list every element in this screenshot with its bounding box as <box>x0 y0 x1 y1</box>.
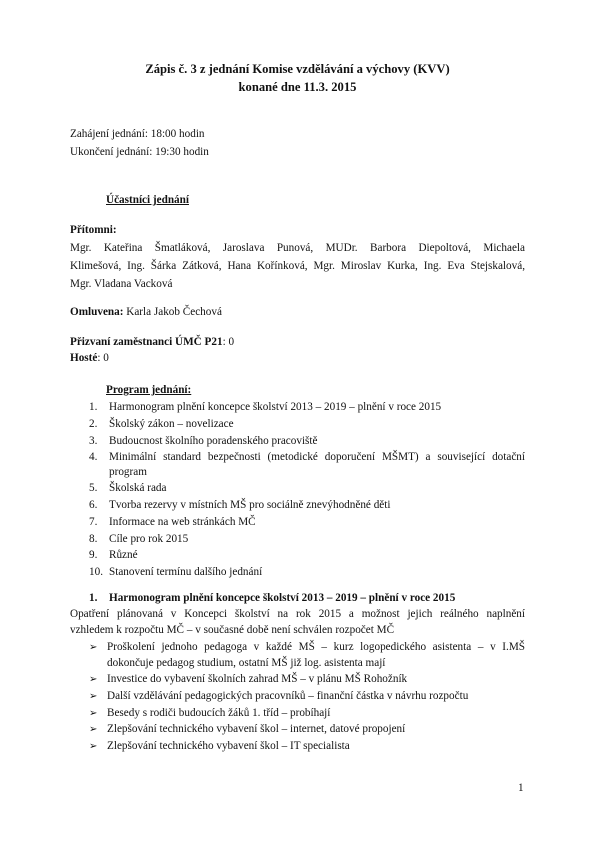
arrow-bullet-icon: ➢ <box>89 642 98 653</box>
program-item: 9. Různé <box>89 549 138 561</box>
excused-value: Karla Jakob Čechová <box>123 306 222 318</box>
guests-value: : 0 <box>97 352 109 364</box>
arrow-bullet-icon: ➢ <box>89 674 98 685</box>
section-1-heading: 1. Harmonogram plnění koncepce školství 2013 – 2019 – plnění v roce 2015 <box>89 592 456 604</box>
invited-value: : 0 <box>222 336 235 348</box>
program-item: 6. Tvorba rezervy v místních MŠ pro sociálně znevýhodněné děti <box>89 499 391 511</box>
program-item: 8. Cíle pro rok 2015 <box>89 533 189 545</box>
bullet-item-text: Proškolení jednoho pedagoga v každé MŠ – kurz logopedického asistenta – v I.MŠ <box>107 641 525 653</box>
bullet-item <box>89 641 107 653</box>
arrow-bullet-icon: ➢ <box>89 691 98 702</box>
invited-row <box>70 336 234 348</box>
program-item: 2. Školský zákon – novelizace <box>89 418 234 430</box>
guests-label: Hosté <box>70 352 98 364</box>
program-heading: Program jednání: <box>106 384 192 396</box>
present-label: Přítomni: <box>70 224 117 236</box>
program-item-text-cont: program <box>109 466 147 478</box>
invited-label: Přizvaní zaměstnanci ÚMČ P21 <box>70 336 223 348</box>
page-number: 1 <box>518 782 524 794</box>
program-item: 7. Informace na web stránkách MČ <box>89 516 256 528</box>
meeting-start-time: Zahájení jednání: 18:00 hodin <box>70 128 205 140</box>
present-line-3: Mgr. Vladana Vacková <box>70 278 173 290</box>
guests-row <box>70 352 109 364</box>
bullet-item: ➢ Zlepšování technického vybavení škol – internet, datové propojení <box>89 723 406 735</box>
program-item: 1. Harmonogram plnění koncepce školství 2013 – 2019 – plnění v roce 2015 <box>89 401 442 413</box>
program-item-text: Minimální standard bezpečnosti (metodické doporučení MŠMT) a související dotační <box>109 451 525 463</box>
meeting-end-time: Ukončení jednání: 19:30 hodin <box>70 146 209 158</box>
program-item: 3. Budoucnost školního poradenského pracoviště <box>89 435 318 447</box>
section-1-paragraph-line-2: vzhledem k rozpočtu MČ – v současné době není schválen rozpočet MČ <box>70 624 395 636</box>
arrow-bullet-icon: ➢ <box>89 741 98 752</box>
program-item: 4. <box>89 451 98 463</box>
arrow-bullet-icon: ➢ <box>89 724 98 735</box>
participants-heading: Účastníci jednání <box>106 194 189 206</box>
present-line-1: Mgr. Kateřina Šmatláková, Jaroslava Punová, MUDr. Barbora Diepoltová, Michaela <box>70 242 525 254</box>
arrow-bullet-icon: ➢ <box>89 708 98 719</box>
program-item: 10. Stanovení termínu dalšího jednání <box>89 566 263 578</box>
bullet-item: ➢ Besedy s rodiči budoucích žáků 1. tříd – probíhají <box>89 707 331 719</box>
bullet-item: ➢ Další vzdělávání pedagogických pracovníků – finanční částka v návrhu rozpočtu <box>89 690 469 702</box>
section-1-paragraph-line-1: Opatření plánovaná v Koncepci školství na rok 2015 a možnost jejich reálného naplnění <box>70 608 525 620</box>
document-subtitle: konané dne 11.3. 2015 <box>238 80 357 94</box>
excused-label: Omluvena: <box>70 306 124 318</box>
bullet-item-text-cont: dokončuje pedagog studium, ostatní MŠ již log. asistenta mají <box>107 657 386 669</box>
document-title: Zápis č. 3 z jednání Komise vzdělávání a výchovy (KVV) <box>145 62 450 76</box>
present-line-2: Klimešová, Ing. Šárka Zátková, Hana Kořínková, Mgr. Miroslav Kurka, Ing. Eva Stejskalová, <box>70 260 525 272</box>
bullet-item: ➢ Zlepšování technického vybavení škol – IT specialista <box>89 740 350 752</box>
bullet-item: ➢ Investice do vybavení školních zahrad MŠ – v plánu MŠ Rohožník <box>89 673 408 685</box>
program-item: 5. Školská rada <box>89 482 167 494</box>
excused-row <box>70 306 222 318</box>
